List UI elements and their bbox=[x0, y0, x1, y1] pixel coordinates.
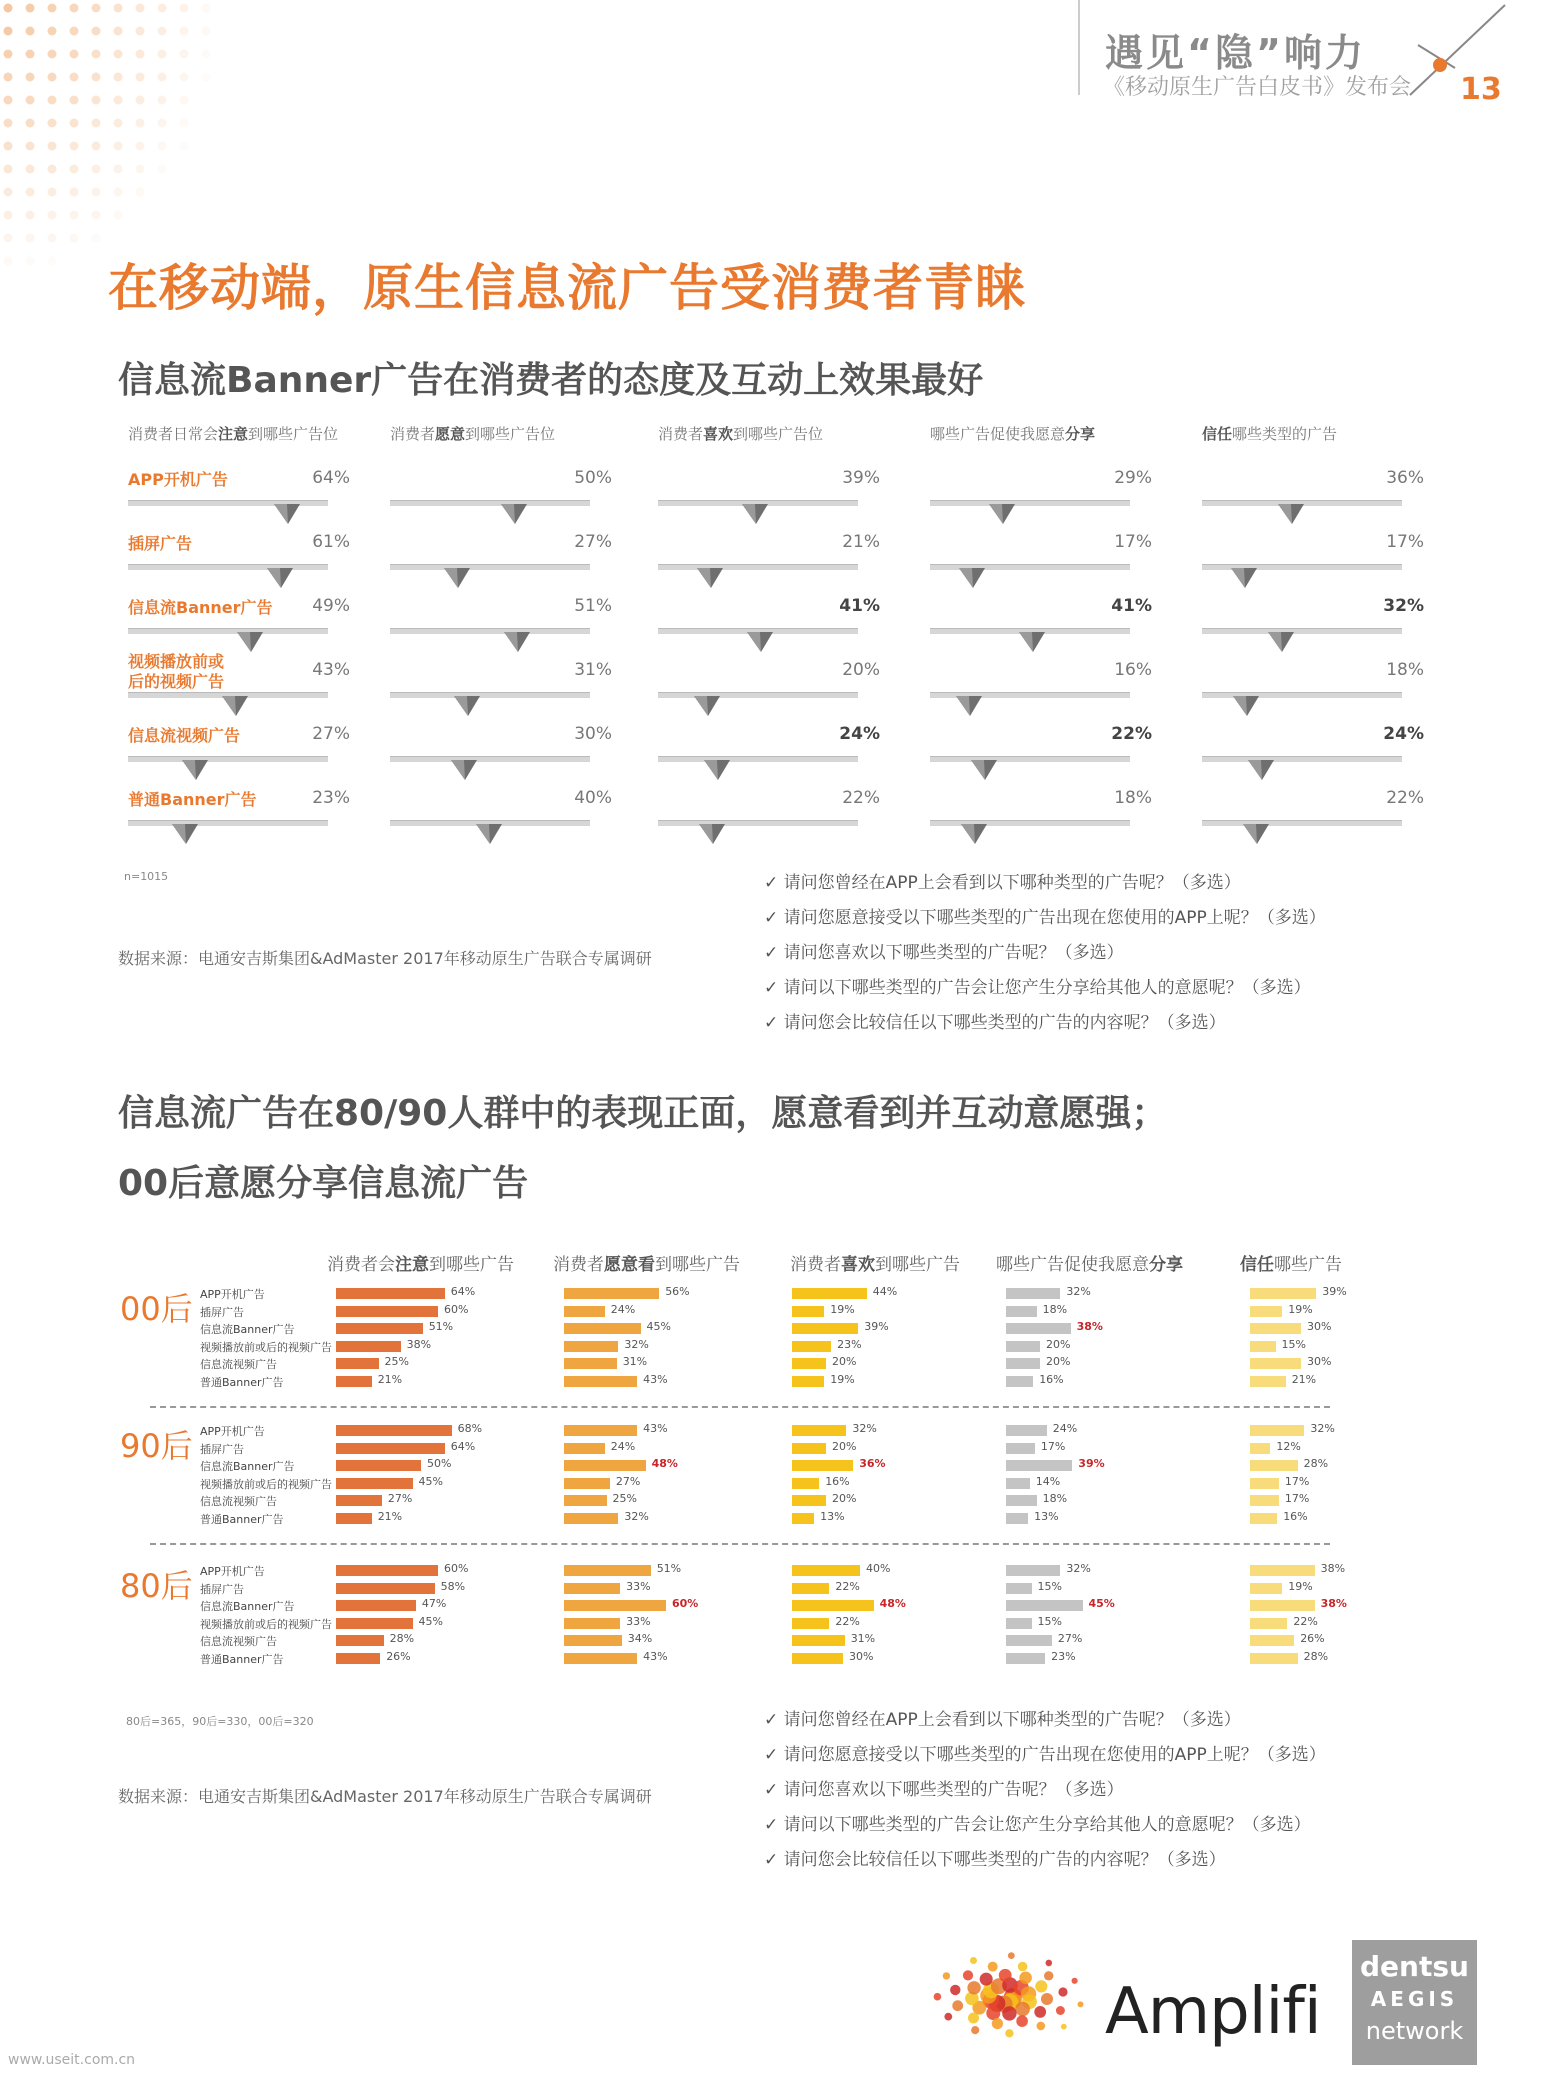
section1-sample-size: n=1015 bbox=[124, 870, 169, 883]
chart2-bar bbox=[1250, 1495, 1279, 1506]
chart1-value-label: 51% bbox=[574, 596, 612, 616]
chart1-value-label: 22% bbox=[1386, 788, 1424, 808]
chart2-value-label: 15% bbox=[1037, 1579, 1062, 1593]
chart2-value-label: 26% bbox=[1300, 1632, 1325, 1645]
header-divider bbox=[1078, 0, 1080, 95]
chart2-bar bbox=[564, 1583, 620, 1594]
chart2-bar bbox=[1250, 1425, 1304, 1436]
chart1-value-label: 29% bbox=[1114, 468, 1152, 488]
chart2-value-label: 17% bbox=[1284, 1492, 1310, 1505]
chart2-bar bbox=[1006, 1495, 1037, 1506]
chart2-value-label: 20% bbox=[832, 1439, 857, 1453]
chart2-value-label: 40% bbox=[866, 1562, 891, 1575]
chart2-bar bbox=[1006, 1618, 1032, 1629]
chart2-bar bbox=[564, 1358, 617, 1369]
chart2-value-label: 51% bbox=[656, 1562, 682, 1575]
chart1-col4-header: 哪些广告促使我愿意分享 bbox=[930, 425, 1096, 443]
chart1-value-label: 24% bbox=[839, 724, 880, 744]
chart2-value-label: 24% bbox=[1052, 1422, 1078, 1435]
chart2-bar bbox=[564, 1653, 637, 1664]
chart2-value-label: 16% bbox=[1039, 1372, 1064, 1386]
chart2-value-label: 47% bbox=[421, 1597, 447, 1610]
chart2-bar bbox=[792, 1478, 819, 1489]
chart2-value-label: 22% bbox=[1293, 1614, 1318, 1628]
chart2-category-label: APP开机广告 bbox=[200, 1288, 265, 1301]
chart2-bar bbox=[792, 1513, 814, 1524]
header-title: 遇见“隐”响力 bbox=[1105, 31, 1366, 75]
chart2-value-label: 48% bbox=[651, 1457, 678, 1470]
chart2-value-label: 27% bbox=[1057, 1632, 1083, 1645]
chart2-bar bbox=[792, 1306, 824, 1317]
chart1-value-label: 18% bbox=[1386, 660, 1424, 680]
chart2-value-label: 39% bbox=[1078, 1457, 1105, 1470]
chart2-col3-header: 消费者喜欢到哪些广告 bbox=[790, 1255, 960, 1275]
section2-sample-size: 80后=365，90后=330，00后=320 bbox=[126, 1715, 314, 1728]
chart2-value-label: 43% bbox=[643, 1422, 668, 1435]
chart2-bar bbox=[336, 1618, 413, 1629]
chart2-value-label: 38% bbox=[1320, 1597, 1347, 1610]
chart2-value-label: 28% bbox=[1303, 1649, 1329, 1663]
chart1-value-label: 27% bbox=[312, 724, 350, 744]
amplifi-logo-icon bbox=[920, 1935, 1090, 2060]
amplifi-logo-text: Amplifi bbox=[1105, 1975, 1321, 2049]
chart2-bar bbox=[1250, 1341, 1276, 1352]
chart1-value-label: 20% bbox=[842, 660, 880, 680]
chart2-group-label: 80后 bbox=[120, 1567, 193, 1605]
chart2-bar bbox=[1250, 1513, 1277, 1524]
chart2-col4-header: 哪些广告促使我愿意分享 bbox=[996, 1255, 1183, 1275]
chart2-bar bbox=[792, 1341, 831, 1352]
chart2-bar bbox=[336, 1495, 382, 1506]
chart2-bar bbox=[792, 1618, 829, 1629]
chart1-value-label: 17% bbox=[1114, 532, 1152, 552]
chart2-value-label: 32% bbox=[1310, 1422, 1335, 1435]
chart1-track bbox=[128, 628, 328, 634]
chart2-bar bbox=[336, 1653, 380, 1664]
chart2-group-divider bbox=[150, 1406, 1330, 1408]
chart1-value-label: 64% bbox=[312, 468, 350, 488]
chart2-bar bbox=[1250, 1306, 1282, 1317]
chart2-value-label: 31% bbox=[622, 1355, 648, 1368]
chart2-value-label: 38% bbox=[1320, 1562, 1346, 1575]
chart2-bar bbox=[792, 1323, 858, 1334]
chart2-bar bbox=[564, 1425, 637, 1436]
chart2-bar bbox=[792, 1358, 826, 1369]
chart2-value-label: 18% bbox=[1042, 1302, 1068, 1316]
chart2-value-label: 38% bbox=[406, 1337, 432, 1351]
page-number: 13 bbox=[1460, 72, 1502, 107]
chart2-bar bbox=[1250, 1600, 1315, 1611]
chart1-value-label: 36% bbox=[1386, 468, 1424, 488]
chart1-value-label: 17% bbox=[1386, 532, 1424, 552]
chart1-track bbox=[390, 500, 590, 506]
chart2-value-label: 60% bbox=[672, 1597, 699, 1610]
chart1-category-label: 普通Banner广告 bbox=[128, 790, 257, 809]
chart2-col5-header: 信任哪些广告 bbox=[1240, 1255, 1342, 1275]
chart2-value-label: 68% bbox=[457, 1422, 483, 1435]
chart1-track bbox=[930, 820, 1130, 826]
chart2-value-label: 30% bbox=[849, 1649, 874, 1663]
chart2-value-label: 31% bbox=[850, 1632, 876, 1645]
chart2-bar bbox=[1250, 1443, 1270, 1454]
chart2-value-label: 19% bbox=[830, 1372, 855, 1386]
chart2-value-label: 50% bbox=[427, 1457, 452, 1470]
chart2-bar bbox=[336, 1565, 438, 1576]
chart2-col2-header: 消费者愿意看到哪些广告 bbox=[553, 1255, 740, 1275]
chart2-bar bbox=[792, 1600, 874, 1611]
chart2-value-label: 38% bbox=[1076, 1320, 1103, 1333]
chart1-track bbox=[128, 756, 328, 762]
chart2-bar bbox=[1006, 1513, 1028, 1524]
chart1-track bbox=[930, 500, 1130, 506]
chart2-category-label: 视频播放前或后的视频广告 bbox=[200, 1477, 332, 1491]
chart2-bar bbox=[1006, 1478, 1030, 1489]
chart1-col5-header: 信任哪些类型的广告 bbox=[1202, 425, 1338, 443]
chart2-value-label: 26% bbox=[386, 1649, 411, 1663]
chart2-bar bbox=[1006, 1358, 1040, 1369]
chart2-value-label: 45% bbox=[418, 1474, 443, 1488]
decorative-dot-pattern bbox=[0, 0, 230, 290]
chart2-value-label: 51% bbox=[428, 1320, 454, 1333]
chart2-bar bbox=[1006, 1306, 1037, 1317]
chart1-value-label: 16% bbox=[1114, 660, 1152, 680]
chart2-value-label: 16% bbox=[825, 1474, 850, 1488]
chart1-track bbox=[658, 564, 858, 570]
chart2-value-label: 32% bbox=[1066, 1562, 1091, 1575]
chart2-category-label: 普通Banner广告 bbox=[200, 1652, 284, 1666]
chart2-bar bbox=[1006, 1443, 1035, 1454]
chart2-value-label: 30% bbox=[1307, 1320, 1332, 1333]
chart2-bar bbox=[564, 1618, 620, 1629]
chart2-bar bbox=[1250, 1635, 1294, 1646]
chart2-value-label: 33% bbox=[626, 1614, 651, 1628]
chart2-bar bbox=[792, 1583, 829, 1594]
chart2-bar bbox=[1006, 1288, 1060, 1299]
chart2-bar bbox=[336, 1425, 452, 1436]
chart2-bar bbox=[792, 1635, 845, 1646]
chart2-bar bbox=[336, 1443, 445, 1454]
chart2-value-label: 56% bbox=[665, 1285, 690, 1298]
chart2-bar bbox=[1250, 1583, 1282, 1594]
chart2-value-label: 44% bbox=[872, 1285, 898, 1298]
chart2-value-label: 25% bbox=[384, 1355, 409, 1368]
chart1-track bbox=[658, 692, 858, 698]
chart1-value-label: 22% bbox=[842, 788, 880, 808]
chart2-value-label: 21% bbox=[1291, 1372, 1317, 1386]
chart2-value-label: 58% bbox=[440, 1579, 466, 1593]
dentsu-logo-line3: network bbox=[1365, 2017, 1464, 2045]
section2-note: ✓ 请问您会比较信任以下哪些类型的广告的内容呢？（多选） bbox=[764, 1850, 1226, 1870]
chart1-category-label: APP开机广告 bbox=[128, 470, 228, 489]
chart2-value-label: 17% bbox=[1040, 1439, 1066, 1453]
dentsu-logo-line2: AEGIS bbox=[1370, 1987, 1459, 2011]
chart2-bar bbox=[1006, 1653, 1045, 1664]
chart2-value-label: 24% bbox=[610, 1302, 636, 1316]
chart2-category-label: APP开机广告 bbox=[200, 1425, 265, 1438]
chart2-value-label: 13% bbox=[820, 1509, 845, 1523]
chart2-value-label: 39% bbox=[864, 1320, 889, 1333]
chart1-value-label: 21% bbox=[842, 532, 880, 552]
chart1-value-label: 40% bbox=[574, 788, 612, 808]
chart2-value-label: 22% bbox=[835, 1614, 860, 1628]
chart2-value-label: 19% bbox=[1288, 1579, 1313, 1593]
chart2-bar bbox=[1006, 1565, 1060, 1576]
chart2-value-label: 30% bbox=[1307, 1355, 1332, 1368]
section1-note: ✓ 请问您愿意接受以下哪些类型的广告出现在您使用的APP上呢？（多选） bbox=[764, 908, 1326, 928]
chart2-value-label: 18% bbox=[1042, 1492, 1068, 1505]
chart2-category-label: 信息流视频广告 bbox=[200, 1495, 277, 1508]
chart2-category-label: 插屏广告 bbox=[200, 1442, 244, 1456]
section2-note: ✓ 请问您曾经在APP上会看到以下哪种类型的广告呢？（多选） bbox=[764, 1710, 1241, 1730]
chart2-value-label: 21% bbox=[377, 1509, 403, 1523]
chart2-group-label: 00后 bbox=[120, 1290, 193, 1328]
dentsu-logo-line1: dentsu bbox=[1360, 1950, 1469, 1983]
chart2-value-label: 34% bbox=[627, 1632, 653, 1645]
chart2-value-label: 64% bbox=[450, 1439, 476, 1453]
section1-note: ✓ 请问您喜欢以下哪些类型的广告呢？（多选） bbox=[764, 943, 1124, 963]
chart1-value-label: 43% bbox=[312, 660, 350, 680]
chart2-value-label: 24% bbox=[610, 1439, 636, 1453]
section2-source: 数据来源：电通安吉斯集团&AdMaster 2017年移动原生广告联合专属调研 bbox=[118, 1787, 652, 1806]
chart2-value-label: 20% bbox=[1046, 1355, 1071, 1368]
chart1-value-label: 24% bbox=[1383, 724, 1424, 744]
chart2-bar bbox=[564, 1635, 622, 1646]
chart2-bar bbox=[336, 1376, 372, 1387]
chart2-value-label: 22% bbox=[835, 1579, 860, 1593]
chart2-bar bbox=[336, 1306, 438, 1317]
chart2-bar bbox=[1250, 1618, 1287, 1629]
chart2-bar bbox=[336, 1288, 445, 1299]
chart2-category-label: 视频播放前或后的视频广告 bbox=[200, 1617, 332, 1631]
chart2-value-label: 19% bbox=[830, 1302, 855, 1316]
chart1-track bbox=[1202, 756, 1402, 762]
chart2-bar bbox=[1250, 1288, 1316, 1299]
chart2-value-label: 48% bbox=[879, 1597, 906, 1610]
chart2-value-label: 27% bbox=[387, 1492, 413, 1505]
dentsu-aegis-logo bbox=[1352, 1940, 1477, 2065]
chart2-category-label: 信息流Banner广告 bbox=[200, 1600, 295, 1613]
section1-source: 数据来源：电通安吉斯集团&AdMaster 2017年移动原生广告联合专属调研 bbox=[118, 949, 652, 968]
chart2-bar bbox=[564, 1495, 607, 1506]
chart1-value-label: 22% bbox=[1111, 724, 1152, 744]
chart2-category-label: 插屏广告 bbox=[200, 1582, 244, 1596]
chart2-bar bbox=[1250, 1565, 1315, 1576]
chart2-bar bbox=[564, 1376, 637, 1387]
chart2-value-label: 36% bbox=[859, 1457, 886, 1470]
chart2-value-label: 32% bbox=[624, 1509, 649, 1523]
chart2-bar bbox=[1006, 1600, 1083, 1611]
chart1-value-label: 49% bbox=[312, 596, 350, 616]
section1-note: ✓ 请问以下哪些类型的广告会让您产生分享给其他人的意愿呢？（多选） bbox=[764, 978, 1311, 998]
chart1-track bbox=[658, 756, 858, 762]
chart2-value-label: 45% bbox=[1088, 1597, 1115, 1610]
chart1-value-label: 23% bbox=[312, 788, 350, 808]
chart2-category-label: 普通Banner广告 bbox=[200, 1375, 284, 1389]
chart2-category-label: 插屏广告 bbox=[200, 1305, 244, 1319]
chart2-value-label: 43% bbox=[643, 1649, 668, 1663]
chart2-bar bbox=[1006, 1323, 1071, 1334]
chart2-category-label: 信息流Banner广告 bbox=[200, 1460, 295, 1473]
chart2-value-label: 32% bbox=[852, 1422, 877, 1435]
chart2-category-label: 信息流视频广告 bbox=[200, 1635, 277, 1648]
section1-title: 信息流Banner广告在消费者的态度及互动上效果最好 bbox=[118, 360, 984, 401]
chart2-value-label: 60% bbox=[444, 1302, 469, 1316]
chart2-category-label: 视频播放前或后的视频广告 bbox=[200, 1340, 332, 1354]
chart1-track bbox=[128, 564, 328, 570]
chart1-value-label: 41% bbox=[839, 596, 880, 616]
chart1-value-label: 31% bbox=[574, 660, 612, 680]
chart1-track bbox=[930, 756, 1130, 762]
chart2-bar bbox=[1006, 1583, 1032, 1594]
chart2-bar bbox=[564, 1600, 666, 1611]
chart2-bar bbox=[564, 1443, 605, 1454]
chart1-track bbox=[390, 692, 590, 698]
chart2-value-label: 43% bbox=[643, 1372, 668, 1386]
chart2-value-label: 13% bbox=[1034, 1509, 1059, 1523]
chart2-category-label: 信息流视频广告 bbox=[200, 1358, 277, 1371]
section2-note: ✓ 请问您喜欢以下哪些类型的广告呢？（多选） bbox=[764, 1780, 1124, 1800]
chart2-bar bbox=[1250, 1358, 1301, 1369]
chart2-value-label: 28% bbox=[389, 1632, 415, 1645]
chart2-bar bbox=[1006, 1425, 1047, 1436]
chart2-bar bbox=[336, 1583, 435, 1594]
chart1-value-label: 39% bbox=[842, 468, 880, 488]
chart2-value-label: 20% bbox=[1046, 1337, 1071, 1351]
chart2-bar bbox=[564, 1565, 651, 1576]
chart2-bar bbox=[792, 1565, 860, 1576]
chart1-track bbox=[390, 564, 590, 570]
chart1-track bbox=[128, 820, 328, 826]
chart1-value-label: 32% bbox=[1383, 596, 1424, 616]
chart2-value-label: 20% bbox=[832, 1492, 857, 1505]
chart2-value-label: 32% bbox=[1066, 1285, 1091, 1298]
watermark: www.useit.com.cn bbox=[8, 2052, 136, 2068]
chart2-value-label: 14% bbox=[1035, 1474, 1061, 1488]
chart1-track bbox=[1202, 692, 1402, 698]
chart2-value-label: 17% bbox=[1284, 1474, 1310, 1488]
chart1-value-label: 50% bbox=[574, 468, 612, 488]
chart2-bar bbox=[336, 1341, 401, 1352]
chart2-category-label: 信息流Banner广告 bbox=[200, 1323, 295, 1336]
chart1-value-label: 30% bbox=[574, 724, 612, 744]
chart1-track bbox=[390, 756, 590, 762]
chart2-bar bbox=[564, 1460, 646, 1471]
chart2-bar bbox=[564, 1478, 610, 1489]
chart1-col2-header: 消费者愿意到哪些广告位 bbox=[390, 425, 556, 443]
chart2-value-label: 15% bbox=[1037, 1614, 1062, 1628]
chart2-bar bbox=[336, 1478, 413, 1489]
chart2-bar bbox=[1250, 1460, 1298, 1471]
chart2-value-label: 39% bbox=[1322, 1285, 1347, 1298]
page-title: 在移动端，原生信息流广告受消费者青睐 bbox=[108, 259, 1026, 317]
section2-title-line1: 信息流广告在80/90人群中的表现正面，愿意看到并互动意愿强； bbox=[118, 1093, 1168, 1134]
chart2-value-label: 20% bbox=[832, 1355, 857, 1368]
chart2-bar bbox=[564, 1513, 618, 1524]
chart1-value-label: 61% bbox=[312, 532, 350, 552]
chart1-value-label: 27% bbox=[574, 532, 612, 552]
chart2-col1-header: 消费者会注意到哪些广告 bbox=[327, 1255, 514, 1275]
chart2-value-label: 33% bbox=[626, 1579, 651, 1593]
chart2-bar bbox=[1250, 1323, 1301, 1334]
chart2-value-label: 23% bbox=[1051, 1649, 1076, 1663]
chart1-col1-header: 消费者日常会注意到哪些广告位 bbox=[128, 425, 339, 443]
chart2-value-label: 16% bbox=[1283, 1509, 1308, 1523]
chart2-bar bbox=[792, 1425, 846, 1436]
section2-title-line2: 00后意愿分享信息流广告 bbox=[118, 1163, 529, 1204]
section2-note: ✓ 请问以下哪些类型的广告会让您产生分享给其他人的意愿呢？（多选） bbox=[764, 1815, 1311, 1835]
chart2-bar bbox=[1250, 1653, 1298, 1664]
chart1-track bbox=[390, 628, 590, 634]
chart2-bar bbox=[564, 1341, 618, 1352]
section2-note: ✓ 请问您愿意接受以下哪些类型的广告出现在您使用的APP上呢？（多选） bbox=[764, 1745, 1326, 1765]
chart2-bar bbox=[336, 1600, 416, 1611]
chart2-bar bbox=[336, 1635, 384, 1646]
chart2-value-label: 12% bbox=[1276, 1439, 1301, 1453]
chart2-bar bbox=[336, 1323, 423, 1334]
chart2-bar bbox=[336, 1460, 421, 1471]
chart2-bar bbox=[792, 1376, 824, 1387]
chart1-category-label: 信息流Banner广告 bbox=[128, 598, 273, 617]
chart2-bar bbox=[792, 1653, 843, 1664]
chart2-bar bbox=[792, 1443, 826, 1454]
chart1-value-label: 41% bbox=[1111, 596, 1152, 616]
chart2-group-label: 90后 bbox=[120, 1427, 193, 1465]
chart2-bar bbox=[1006, 1460, 1072, 1471]
chart2-value-label: 15% bbox=[1281, 1337, 1306, 1351]
chart2-value-label: 60% bbox=[444, 1562, 469, 1575]
chart2-value-label: 23% bbox=[837, 1337, 862, 1351]
chart2-bar bbox=[792, 1460, 853, 1471]
section1-note: ✓ 请问您会比较信任以下哪些类型的广告的内容呢？（多选） bbox=[764, 1013, 1226, 1033]
chart1-track bbox=[658, 820, 858, 826]
chart2-value-label: 32% bbox=[624, 1337, 649, 1351]
chart2-value-label: 45% bbox=[646, 1320, 671, 1333]
chart2-category-label: APP开机广告 bbox=[200, 1565, 265, 1578]
chart2-value-label: 64% bbox=[450, 1285, 476, 1298]
chart2-bar bbox=[1006, 1376, 1033, 1387]
chart1-category-label: 插屏广告 bbox=[128, 534, 193, 553]
chart1-value-label: 18% bbox=[1114, 788, 1152, 808]
chart2-bar bbox=[564, 1323, 641, 1334]
chart2-bar bbox=[564, 1288, 659, 1299]
chart1-track bbox=[1202, 628, 1402, 634]
chart2-value-label: 28% bbox=[1303, 1457, 1329, 1470]
chart2-value-label: 45% bbox=[418, 1614, 443, 1628]
chart2-category-label: 普通Banner广告 bbox=[200, 1512, 284, 1526]
section1-note: ✓ 请问您曾经在APP上会看到以下哪种类型的广告呢？（多选） bbox=[764, 873, 1241, 893]
chart2-bar bbox=[1250, 1376, 1286, 1387]
chart1-col3-header: 消费者喜欢到哪些广告位 bbox=[658, 425, 824, 443]
chart1-track bbox=[1202, 820, 1402, 826]
chart2-bar bbox=[564, 1306, 605, 1317]
chart2-bar bbox=[1250, 1478, 1279, 1489]
chart2-group-divider bbox=[150, 1543, 1330, 1545]
chart2-bar bbox=[1006, 1635, 1052, 1646]
chart2-bar bbox=[1006, 1341, 1040, 1352]
chart1-category-label: 信息流视频广告 bbox=[128, 726, 241, 745]
chart2-value-label: 21% bbox=[377, 1372, 403, 1386]
header-subtitle: 《移动原生广告白皮书》发布会 bbox=[1103, 75, 1412, 100]
chart2-value-label: 27% bbox=[615, 1474, 641, 1488]
chart2-value-label: 19% bbox=[1288, 1302, 1313, 1316]
chart2-value-label: 25% bbox=[612, 1492, 637, 1505]
chart2-bar bbox=[792, 1495, 826, 1506]
chart2-bar bbox=[336, 1358, 379, 1369]
chart2-bar bbox=[336, 1513, 372, 1524]
chart2-bar bbox=[792, 1288, 867, 1299]
chart1-category-label: 视频播放前或 后的视频广告 bbox=[128, 652, 225, 691]
